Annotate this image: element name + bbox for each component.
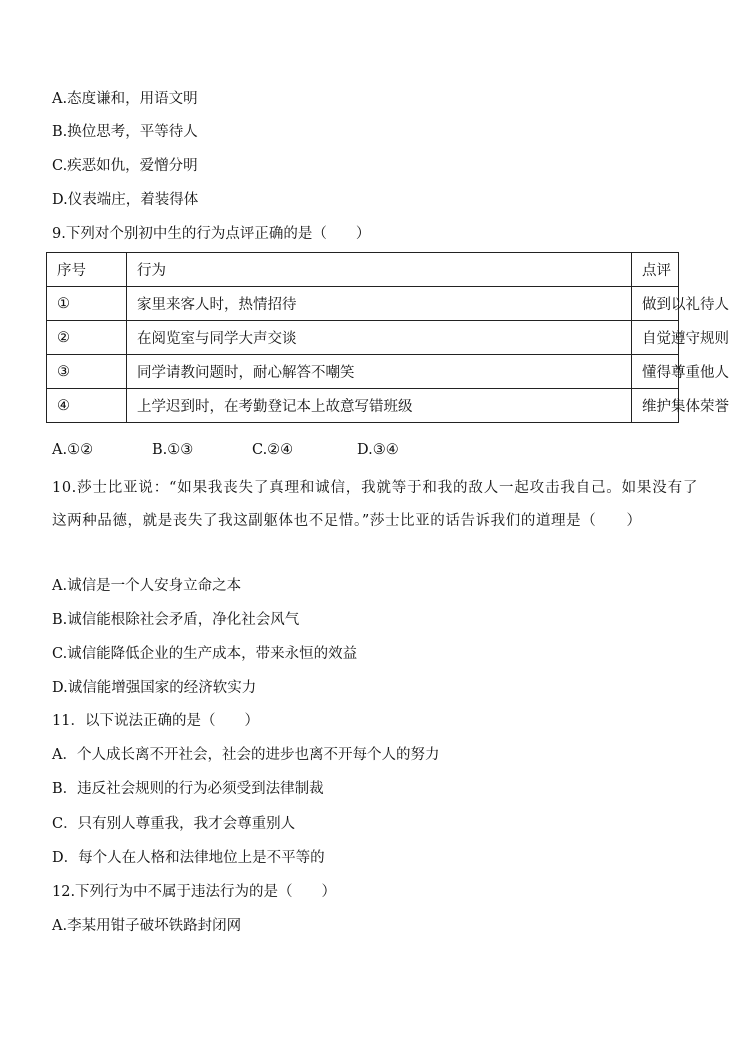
table-row <box>47 355 679 389</box>
q11-option-c: C．只有别人尊重我，我才会尊重别人 <box>52 816 296 832</box>
table-cell-number: ② <box>47 321 127 355</box>
table-header-row <box>47 253 679 287</box>
table-cell-number: ③ <box>47 355 127 389</box>
header-cell-number: 序号 <box>47 253 127 287</box>
table-cell-behavior: 同学请教问题时，耐心解答不嘲笑 <box>127 355 632 389</box>
q9-option-d: D.③④ <box>357 442 399 458</box>
q11-option-b: B．违反社会规则的行为必须受到法律制裁 <box>52 781 324 797</box>
q10-stem: 10.莎士比亚说：“如果我丧失了真理和诚信，我就等于和我的敌人一起攻击我自己。如果没有了这两种品德，就是丧失了我这副躯体也不足惜。”莎士比亚的话告诉我们的道理是（ ） <box>52 480 698 529</box>
table-row <box>47 321 679 355</box>
q10-option-a: A.诚信是一个人安身立命之本 <box>52 578 242 594</box>
q9-table <box>46 252 729 423</box>
q11-option-d: D．每个人在人格和法律地位上是不平等的 <box>52 850 325 866</box>
q9-stem: 9.下列对个别初中生的行为点评正确的是（ ） <box>52 226 371 242</box>
q12-stem: 12.下列行为中不属于违法行为的是（ ） <box>52 884 337 900</box>
q8-option-d: D.仪表端庄，着装得体 <box>52 192 199 208</box>
header-cell-behavior: 行为 <box>127 253 632 287</box>
table-row <box>47 287 679 321</box>
q11-stem: 11．以下说法正确的是（ ） <box>52 713 259 729</box>
q11-option-a: A．个人成长离不开社会，社会的进步也离不开每个人的努力 <box>52 747 440 763</box>
q12-option-a: A.李某用钳子破坏铁路封闭网 <box>52 918 242 934</box>
table-cell-comment: 懂得尊重他人 <box>632 355 679 389</box>
q9-option-c: C.②④ <box>252 442 294 458</box>
table-cell-number: ④ <box>47 389 127 423</box>
table-cell-behavior: 家里来客人时，热情招待 <box>127 287 632 321</box>
table-cell-behavior: 上学迟到时，在考勤登记本上故意写错班级 <box>127 389 632 423</box>
table-cell-comment: 做到以礼待人 <box>632 287 679 321</box>
q8-option-a: A.态度谦和，用语文明 <box>52 91 198 107</box>
q9-options <box>52 440 399 460</box>
q9-option-a: A.①② <box>52 442 94 458</box>
table-cell-comment: 维护集体荣誉 <box>632 389 679 423</box>
table-cell-behavior: 在阅览室与同学大声交谈 <box>127 321 632 355</box>
q8-option-b: B.换位思考，平等待人 <box>52 124 198 140</box>
header-cell-comment: 点评 <box>632 253 679 287</box>
q10-option-b: B.诚信能根除社会矛盾，净化社会风气 <box>52 612 300 628</box>
table-row <box>47 389 679 423</box>
q9-option-b: B.①③ <box>152 442 194 458</box>
q10-option-d: D.诚信能增强国家的经济软实力 <box>52 680 257 696</box>
table-cell-comment: 自觉遵守规则 <box>632 321 679 355</box>
table-cell-number: ① <box>47 287 127 321</box>
q10-option-c: C.诚信能降低企业的生产成本，带来永恒的效益 <box>52 646 358 662</box>
q8-option-c: C.疾恶如仇，爱憎分明 <box>52 158 198 174</box>
